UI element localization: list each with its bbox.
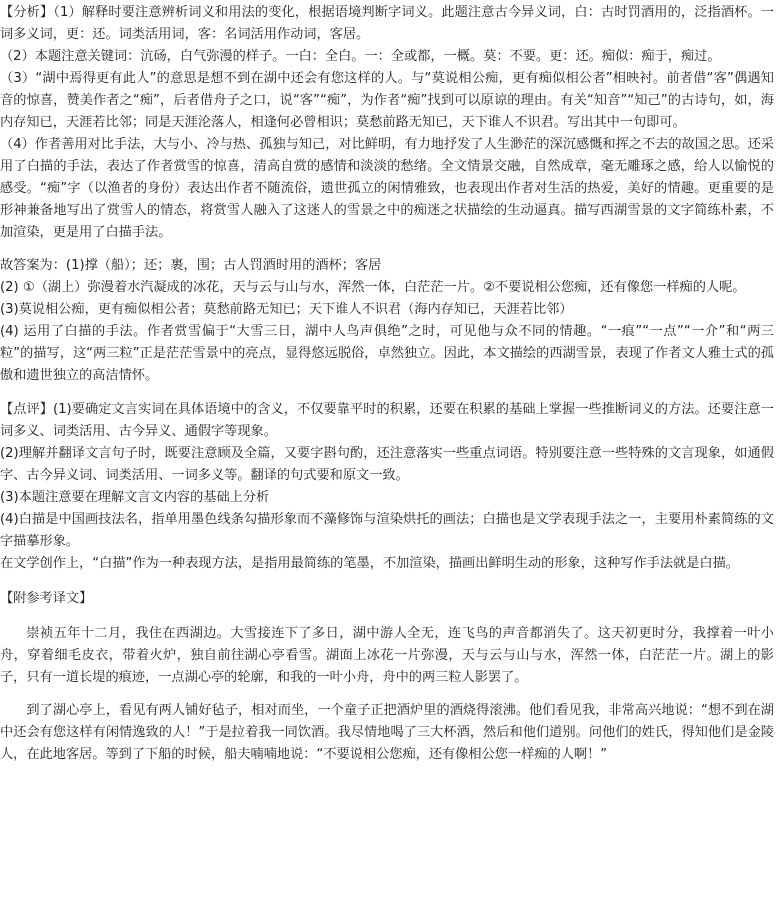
comment-section [0,399,774,575]
answer-line-4: (4) 运用了白描的手法。作者赏雪偏于“大雪三日，湖中人鸟声俱绝”之时，可见他与众不同的情趣。“一痕”“一点”“一介”和“两三粒”的描写，这“两三粒”正是茫茫雪景中的亮点，显得悠远脱俗，卓然独立。因此，本文描绘的西湖雪景，表现了作者文人雅士式的孤傲和遗世独立的高洁情怀。 [0,324,774,383]
comment-paragraph-5: 在文学创作上，“白描”作为一种表现方法，是指用最简练的笔墨，不加渲染，描画出鲜明生动的形象，这种写作手法就是白描。 [0,556,739,571]
translation-heading: 【附参考译文】 [0,591,93,606]
spacer [0,610,774,623]
answer-section [0,255,774,387]
answer-line-3: (3)莫说相公痴，更有痴似相公者；莫愁前路无知已；天下谁人不识君（海内存知已，天涯若比邻） [0,302,573,317]
comment-paragraph-1: 【点评】(1)要确定文言实词在具体语境中的含义，不仅要靠平时的积累，还要在积累的基础上掌握一些推断词义的方法。还要注意一词多义、词类活用、古今异义、通假字等现象。 [0,402,774,439]
spacer [0,387,774,399]
translation-paragraph-1: 崇祯五年十二月，我住在西湖边。大雪接连下了多日，湖中游人全无，连飞鸟的声音都消失了。这天初更时分，我撑着一叶小舟，穿着细毛皮衣，带着火炉，独自前往湖心亭看雪。湖面上冰花一片弥漫，天与云与山与水，浑然一体，白茫茫一片。湖上的影子，只有一道长堤的痕迹，一点湖心亭的轮廓，和我的一叶小舟，舟中的两三粒人影罢了。 [0,626,774,685]
analysis-paragraph-4: （4）作者善用对比手法，大与小、冷与热、孤独与知己，对比鲜明，有力地抒发了人生渺茫的深沉感慨和挥之不去的故国之思。还采用了白描的手法，表达了作者赏雪的惊喜，清高自赏的感情和淡淡的愁绪。全文情景交融，自然成章，毫无雕琢之感，给人以愉悦的感受。“痴”字（以渔者的身份）表达出作者不随流俗，遗世孤立的闲情雅致，也表现出作者对生活的热爱，美好的情趣。更重要的是形神兼备地写出了赏雪人的情态，将赏雪人融入了这迷人的雪景之中的痴迷之状描绘的生动逼真。描写西湖雪景的文字简练朴素，不加渲染，更是用了白描手法。 [0,137,774,240]
analysis-paragraph-1: 【分析】（1）解释时要注意辨析词义和用法的变化，根据语境判断字词义。此题注意古今异义词，白：古时罚酒用的，泛指酒杯。一词多义词，更：还。词类活用词，客：名词活用作动词，客居。 [0,5,774,42]
translation-paragraph-2: 到了湖心亭上，看见有两人铺好毡子，相对而坐，一个童子正把酒炉里的酒烧得滚沸。他们看见我，非常高兴地说：“想不到在湖中还会有您这样有闲情逸致的人！”于是拉着我一同饮酒。我尽情地喝了三大杯酒，然后和他们道别。问他们的姓氏，得知他们是金陵人，在此地客居。等到了下船的时候，船夫喃喃地说：“不要说相公您痴，还有像相公您一样痴的人啊！” [0,703,774,762]
spacer [0,575,774,588]
analysis-paragraph-3: （3）“湖中焉得更有此人”的意思是想不到在湖中还会有您这样的人。与“莫说相公痴，更有痴似相公者”相映衬。前者借“客”偶遇知音的惊喜，赞美作者之“痴”，后者借舟子之口，说“客”“痴”，为作者“痴”找到可以原谅的理由。有关“知音”“知己”的古诗句，如，海内存知已，天涯若比邻；同是天涯沦落人，相逢何必曾相识；莫愁前路无知已，天下谁人不识君。写出其中一句即可。 [0,71,774,130]
comment-paragraph-2: (2)理解并翻译文言句子时，既要注意顾及全篇，又要字斟句酌，还注意落实一些重点词语。特别要注意一些特殊的文言现象，如通假字、古今异义词、词类活用、一词多义等。翻译的句式要和原文一致。 [0,446,774,483]
comment-paragraph-4: (4)白描是中国画技法名，指单用墨色线条勾描形象而不藻修饰与渲染烘托的画法；白描也是文学表现手法之一，主要用朴素简练的文字描摹形象。 [0,512,774,549]
analysis-paragraph-2: （2）本题注意关键词：沆砀，白气弥漫的样子。一白：全白。一：全或都，一概。莫：不要。更：还。痴似：痴于，痴过。 [0,49,721,64]
answer-line-1: 故答案为：(1)撑（船）；还；裹，围；古人罚酒时用的酒杯；客居 [0,258,382,273]
spacer [0,244,774,255]
spacer [0,689,774,700]
comment-paragraph-3: (3)本题注意要在理解文言文内容的基础上分析 [0,490,270,505]
answer-line-2: (2) ①（湖上）弥漫着水汽凝成的冰花，天与云与山与水，浑然一体，白茫茫一片。②不要说相公您痴，还有像您一样痴的人呢。 [0,280,746,295]
translation-section [0,588,774,766]
analysis-section [0,2,774,244]
